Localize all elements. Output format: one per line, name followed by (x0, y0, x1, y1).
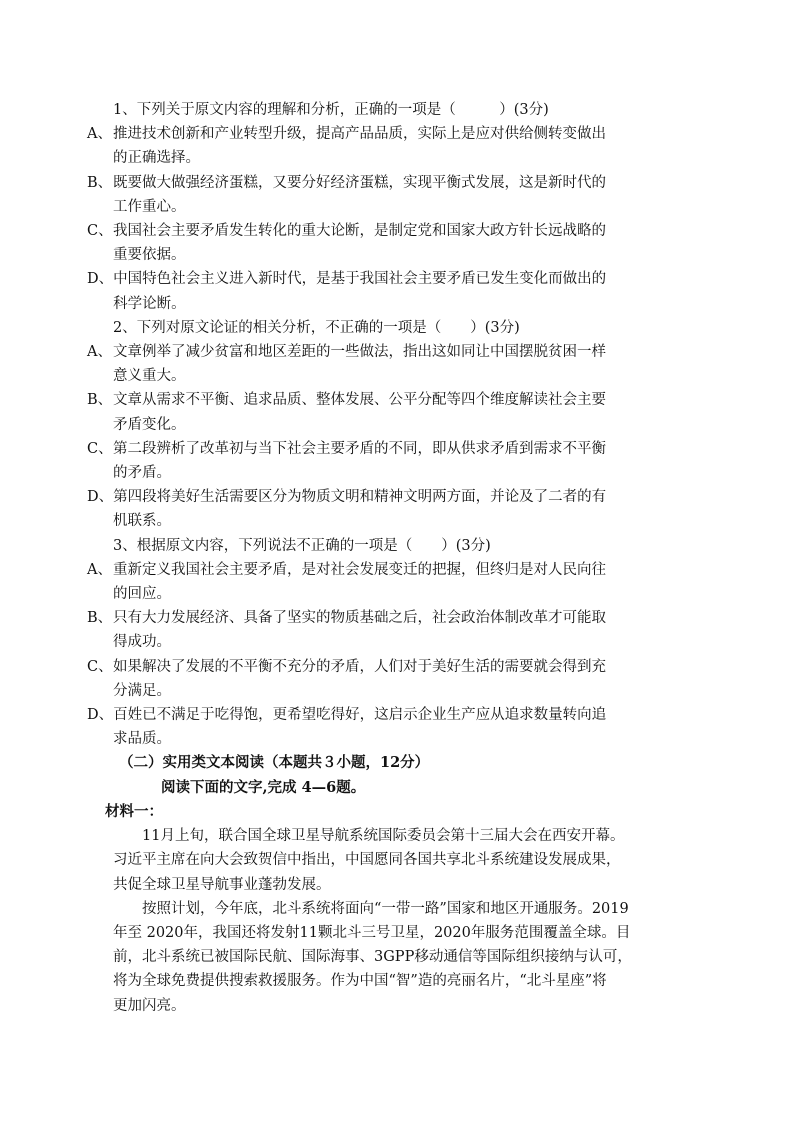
paragraph-line: 年至 2020年，我国还将发射11颗北斗三号卫星，2020年服务范围覆盖全球。目 (113, 924, 631, 941)
option-label: B、 (87, 174, 113, 191)
option-label: C、 (87, 440, 113, 457)
question-1-option-b (87, 171, 685, 219)
option-label: D、 (87, 707, 114, 724)
option-text: 文章从需求不平衡、追求品质、整体发展、公平分配等四个维度解读社会主要 (113, 392, 606, 409)
option-label: A、 (87, 126, 112, 143)
paragraph-line: 11月上旬，联合国全球卫星导航系统国际委员会第十三届大会在西安开幕。 (142, 828, 625, 845)
option-text-wrap: 的回应。 (113, 586, 171, 603)
material-label: 材料一： (105, 802, 163, 820)
option-text: 既要做大做强经济蛋糕，又要分好经济蛋糕，实现平衡式发展，这是新时代的 (113, 174, 606, 191)
option-text: 中国特色社会主义进入新时代，是基于我国社会主要矛盾已发生变化而做出的 (113, 271, 607, 288)
question-3-option-d (87, 703, 685, 727)
option-label: C、 (87, 223, 113, 240)
question-1-stem: 1、下列关于原文内容的理解和分析，正确的一项是（ ）(3分) (113, 102, 549, 118)
question-2-option-b (87, 388, 685, 436)
paragraph-line: 共促全球卫星导航事业蓬勃发展。 (113, 876, 331, 893)
option-label: C、 (87, 658, 113, 675)
material-paragraph-2 (113, 897, 685, 921)
option-text: 我国社会主要矛盾发生转化的重大论断，是制定党和国家大政方针长远战略的 (113, 223, 606, 240)
paragraph-line: 将为全球免费提供搜索救援服务。作为中国“智”造的亮丽名片，“北斗星座”将 (113, 973, 607, 990)
option-text-wrap: 得成功。 (113, 634, 171, 651)
option-label: A、 (87, 561, 112, 578)
paragraph-line: 前，北斗系统已被国际民航、国际海事、3GPP移动通信等国际组织接纳与认可， (113, 949, 632, 966)
option-text: 第四段将美好生活需要区分为物质文明和精神文明两方面，并论及了二者的有 (113, 489, 607, 506)
section-instruction: 阅读下面的文字,完成 4—6题。 (161, 778, 366, 796)
document-body (87, 98, 685, 1018)
option-label: D、 (87, 489, 114, 506)
option-text: 重要依据。 (113, 247, 186, 264)
option-label: D、 (87, 271, 114, 288)
option-text: 推进技术创新和产业转型升级，提高产品品质，实际上是应对供给侧转变做出 (113, 126, 606, 143)
option-text: 的正确选择。 (113, 150, 200, 167)
option-text: 工作重心。 (113, 198, 186, 215)
question-1-option-d (87, 267, 685, 315)
option-text: 科学论断。 (113, 295, 186, 312)
question-3-option-c (87, 655, 685, 679)
question-3-stem: 3、根据原文内容，下列说法不正确的一项是（ ）(3分) (113, 537, 491, 554)
material-paragraph-1 (113, 824, 685, 848)
paragraph-line: 习近平主席在向大会致贺信中指出，中国愿同各国共享北斗系统建设发展成果， (113, 852, 621, 869)
question-2-stem: 2、下列对原文论证的相关分析，不正确的一项是（ ）(3分) (113, 319, 520, 336)
question-1-option-c (87, 219, 685, 267)
option-text: 百姓已不满足于吃得饱，更希望吃得好，这启示企业生产应从追求数量转向追 (113, 707, 607, 724)
question-2-option-c (87, 437, 685, 461)
option-label: A、 (87, 344, 112, 361)
option-text: 矛盾变化。 (113, 416, 186, 433)
option-text: 只有大力发展经济、具备了坚实的物质基础之后，社会政治体制改革才可能取 (113, 610, 606, 627)
paragraph-line: 更加闪亮。 (113, 997, 186, 1014)
question-2-option-a (87, 340, 685, 388)
option-label: B、 (87, 392, 113, 409)
section-title: （二）实用类文本阅读（本题共３小题，12分） (119, 754, 430, 772)
option-text: 文章例举了减少贫富和地区差距的一些做法，指出这如同让中国摆脱贫困一样 (113, 344, 606, 361)
option-text-wrap: 的矛盾。 (113, 465, 171, 482)
option-text: 重新定义我国社会主要矛盾，是对社会发展变迁的把握，但终归是对人民向往 (113, 561, 606, 578)
question-3-option-b (87, 606, 685, 630)
question-1-option-a (87, 122, 685, 170)
option-text: 如果解决了发展的不平衡不充分的矛盾，人们对于美好生活的需要就会得到充 (113, 658, 606, 675)
option-text-wrap: 求品质。 (113, 731, 171, 748)
option-text-wrap: 分满足。 (113, 682, 171, 699)
option-label: B、 (87, 610, 113, 627)
option-text: 第二段辨析了改革初与当下社会主要矛盾的不同，即从供求矛盾到需求不平衡 (113, 440, 606, 457)
question-3-option-a (87, 558, 685, 582)
option-text-wrap: 机联系。 (113, 513, 171, 530)
option-text: 意义重大。 (113, 368, 186, 385)
question-2-option-d (87, 485, 685, 509)
paragraph-line: 按照计划，今年底，北斗系统将面向“一带一路”国家和地区开通服务。2019 (142, 900, 629, 917)
